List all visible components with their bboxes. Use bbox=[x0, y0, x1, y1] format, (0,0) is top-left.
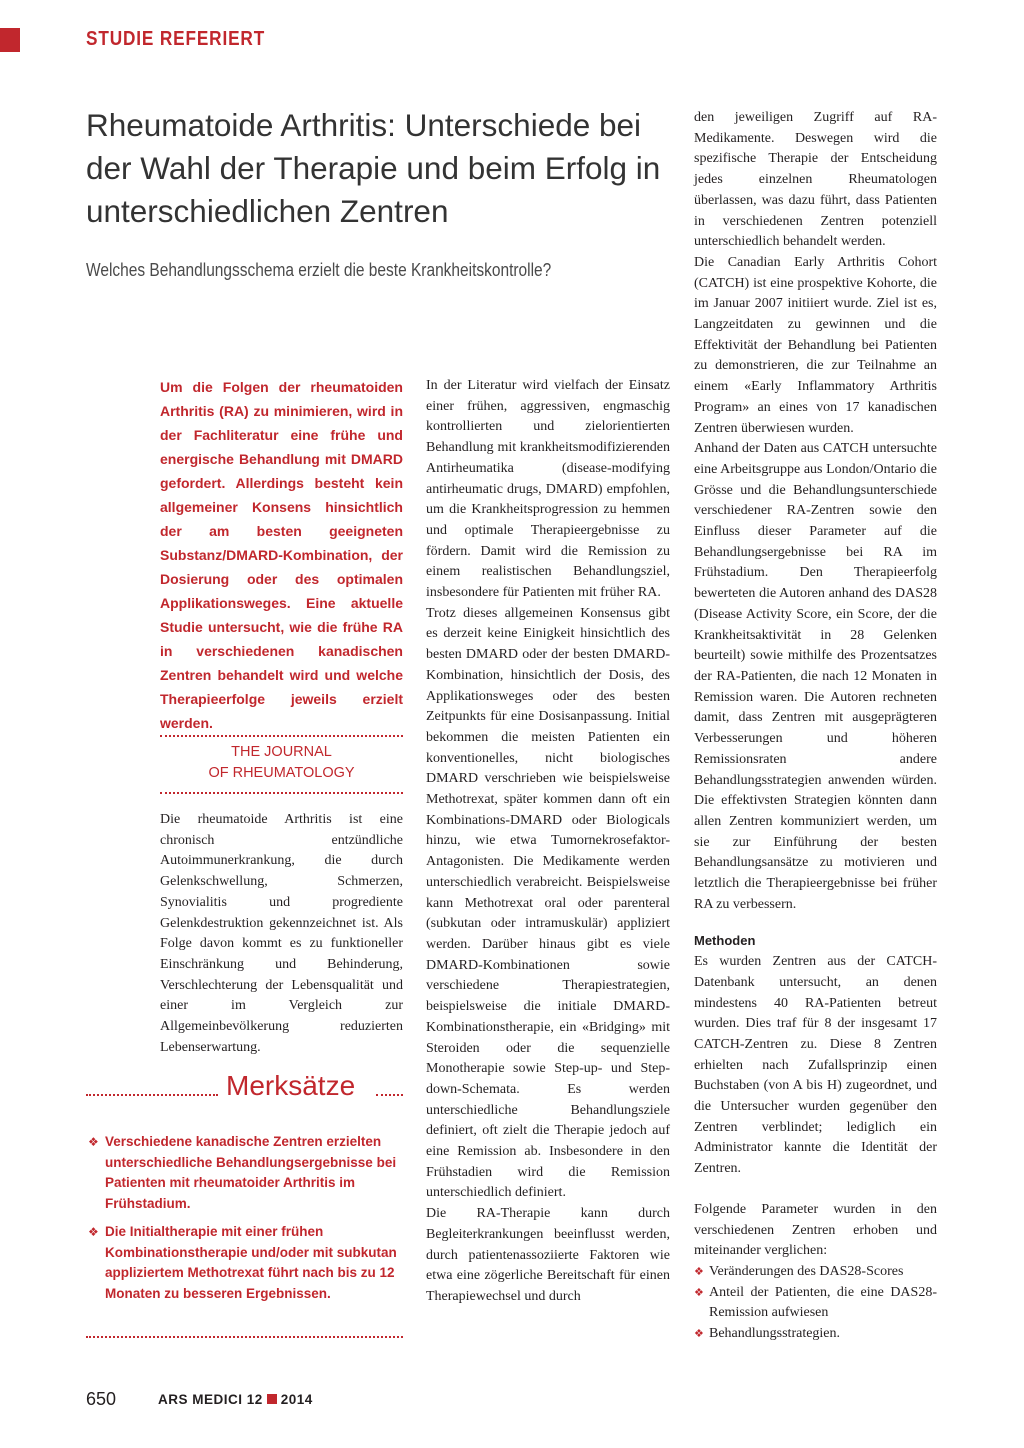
list-item: ❖ Behandlungsstrategien. bbox=[694, 1324, 937, 1345]
paragraph: Folgende Parameter wurden in den verschiedenen Zentren erhoben und miteinander verglichen: bbox=[694, 1201, 937, 1259]
journal-reference bbox=[160, 742, 403, 784]
page-number: 650 bbox=[86, 1389, 117, 1409]
paragraph: Die rheumatoide Arthritis ist eine chronisch entzündliche Autoimmunerkrankung, die durch Gelenkschwellung, Schmerzen, Synovialitis und progrediente Gelenkdestruktion gekennzeichnet ist. Als Folge davon kommt es zu funktioneller Einschränkung und Behinderung, Verschlechterung der Lebensqualität und einer im Vergleich zur Allgemeinbevölkerung reduzierten Lebenserwartung. bbox=[160, 812, 403, 1055]
merksatz-item bbox=[88, 1222, 403, 1305]
article-subtitle: Welches Behandlungsschema erzielt die beste Krankheitskontrolle? bbox=[86, 260, 552, 280]
list-item: ❖ Anteil der Patienten, die eine DAS28-Remission aufwiesen bbox=[694, 1284, 937, 1321]
footer-journal bbox=[158, 1392, 313, 1407]
diamond-bullet-icon: ❖ bbox=[694, 1328, 704, 1341]
merksatz-text: Verschiedene kanadische Zentren erzielten unterschiedliche Behandlungsergebnisse bei Patienten mit rheumatoider Arthritis im Frühstadium. bbox=[105, 1134, 397, 1212]
diamond-bullet-icon: ❖ bbox=[694, 1286, 704, 1299]
col3-body bbox=[694, 108, 937, 1345]
article-lead: Um die Folgen der rheumatoiden Arthritis (RA) zu minimieren, wird in der Fachliteratur eine frühe und energische Behandlung mit DMARD gefordert. Allerdings besteht kein allgemeiner Konsens hinsichtlich der am besten geeigneten Substanz/DMARD-Kombination, der Dosierung oder des optimalen Applikationsweges. Eine aktuelle Studie untersucht, wie die frühe RA in verschiedenen kanadischen Zentren behandelt wird und welche Therapieerfolge jeweils erzielt werden. bbox=[160, 379, 403, 731]
merksaetze-title: Merksätze bbox=[226, 1070, 356, 1101]
methods-heading: Methoden bbox=[694, 933, 756, 949]
paragraph: Anhand der Daten aus CATCH untersuchte eine Arbeitsgruppe aus London/Ontario die Grösse und die Behandlungsunterschiede verschiedener RA-Zentren sowie den Einfluss dieser Parameter auf die Behandlungsergebnisse bei RA im Frühstadium. Den Therapieerfolg bewerteten die Autoren anhand des DAS28 (Disease Activity Score, ein Score, der die Krankheitsaktivität in 28 Gelenken beurteilt) sowie mithilfe des Prozentsatzes der RA-Patienten, die nach 12 Monaten in Remission waren. Die Autoren rechneten damit, dass Zentren mit ausgeprägteren Verbesserungen und höheren Remissionsraten andere Behandlungsstrategien anwenden würden. Die effektivsten Strategien könnten dann allen Zentren kommuniziert werden, um sie zur Einführung der besten Behandlungsansätze zu motivieren und letztlich die Therapieergebnisse bei früher RA zu verbessern. bbox=[694, 441, 937, 912]
paragraph: Die Canadian Early Arthritis Cohort (CATCH) ist eine prospektive Kohorte, die im Januar 2007 initiiert wurde. Ziel ist es, Langzeitdaten zu gewinnen und die Effektivität der Behandlung bei Patienten zu demonstrieren, die zur Teilnahme an einem «Early Inflammatory Arthritis Program» an eines von 17 kanadischen Zentren überwiesen wurden. bbox=[694, 254, 937, 436]
diamond-bullet-icon: ❖ bbox=[694, 1265, 704, 1278]
article-title: Rheumatoide Arthritis: Unterschiede bei der Wahl der Therapie und beim Erfolg in unterschiedlichen Zentren bbox=[86, 107, 661, 229]
list-item: ❖ Veränderungen des DAS28-Scores bbox=[694, 1262, 937, 1283]
journal-name: ARS MEDICI 12 bbox=[158, 1392, 263, 1407]
section-label: STUDIE REFERIERT bbox=[86, 28, 266, 50]
divider bbox=[160, 735, 403, 737]
divider bbox=[86, 1336, 403, 1338]
diamond-bullet-icon: ❖ bbox=[88, 1225, 99, 1239]
diamond-bullet-icon: ❖ bbox=[88, 1135, 99, 1149]
merksaetze-header bbox=[86, 1068, 403, 1108]
journal-name-line1: THE JOURNAL bbox=[231, 744, 332, 760]
merksatz-item bbox=[88, 1132, 403, 1215]
paragraph: Trotz dieses allgemeinen Konsensus gibt es derzeit keine Einigkeit hinsichtlich des besten DMARD oder der besten DMARD-Kombination, hinsichtlich der Dosis, des Applikationsweges oder des besten Zeitpunkts für eine Dosisanpassung. Initial bekommen die meisten Patienten ein konventionelles, nicht biologisches DMARD verschrieben wie beispielsweise Methotrexat, später kommen dann oft ein Kombinations-DMARD oder Biologicals hinzu, wie etwa Tumornekrosefaktor-Antagonisten. Die Medikamente werden unterschiedlich verabreicht. Beispielsweise kann Methotrexat oral oder parenteral (subkutan oder intramuskulär) appliziert werden. Darüber hinaus gibt es viele DMARD-Kombinationen sowie verschiedene Therapiestrategien, beispielsweise die initiale DMARD-Kombinationstherapie, ein «Bridging» mit Steroiden oder die sequenzielle Monotherapie sowie Step-up- und Step-down-Schemata. Es werden unterschiedliche Behandlungsziele definiert, oft zielt die Therapie jedoch auf eine Remission ab. Insbesondere in den Frühstadien wird die Remission unterschiedlich definiert. bbox=[426, 605, 670, 1201]
paragraph: Es wurden Zentren aus der CATCH-Datenbank untersucht, an denen mindestens 40 RA-Patienten betreut wurden. Dies traf für 8 der insgesamt 17 CATCH-Zentren zu. Diese 8 Zentren erhielten nach Zufallsprinzip einen Buchstaben (von A bis H) zugeordnet, und die Untersucher wurden gegenüber den Zentren verblindet; lediglich ein Administrator kannte die Identität der Zentren. bbox=[694, 954, 937, 1177]
paragraph: Die RA-Therapie kann durch Begleiterkrankungen beeinflusst werden, durch patientenassoziierte Faktoren wie etwa eine zögerliche Bereitschaft für einen Therapiewechsel und durch bbox=[426, 1206, 670, 1304]
col1-body bbox=[160, 810, 403, 1058]
parameter-list bbox=[694, 1262, 937, 1345]
col2-body bbox=[426, 376, 670, 1308]
section-marker bbox=[0, 28, 20, 52]
square-separator-icon bbox=[267, 1394, 277, 1404]
journal-name-line2: OF RHEUMATOLOGY bbox=[208, 765, 355, 781]
journal-year: 2014 bbox=[280, 1392, 313, 1407]
divider bbox=[160, 792, 403, 794]
divider bbox=[86, 1094, 218, 1096]
spacer bbox=[694, 1180, 937, 1200]
paragraph: den jeweiligen Zugriff auf RA-Medikamente. Deswegen wird die spezifische Therapie der Entscheidung jedes einzelnen Rheumatologen überlassen, was dazu führt, dass Patienten in verschiedenen Zentren potenziell unterschiedlich behandelt werden. bbox=[694, 110, 937, 250]
divider bbox=[376, 1094, 403, 1096]
paragraph: In der Literatur wird vielfach der Einsatz einer frühen, aggressiven, engmaschig kontrollierten und zielorientierten Behandlung mit krankheitsmodifizierenden Antirheumatika (disease-modifying antirheumatic drugs, DMARD) empfohlen, um die Krankheitsprogression zu hemmen und optimale Therapieergebnisse zu fördern. Damit wird die Remission zu einem realistischen Behandlungsziel, insbesondere für Patienten mit früher RA. bbox=[426, 378, 670, 601]
merksatz-text: Die Initialtherapie mit einer frühen Kombinationstherapie und/oder mit subkutan appliziertem Methotrexat führt nach bis zu 12 Monaten zu besseren Ergebnissen. bbox=[105, 1224, 397, 1302]
